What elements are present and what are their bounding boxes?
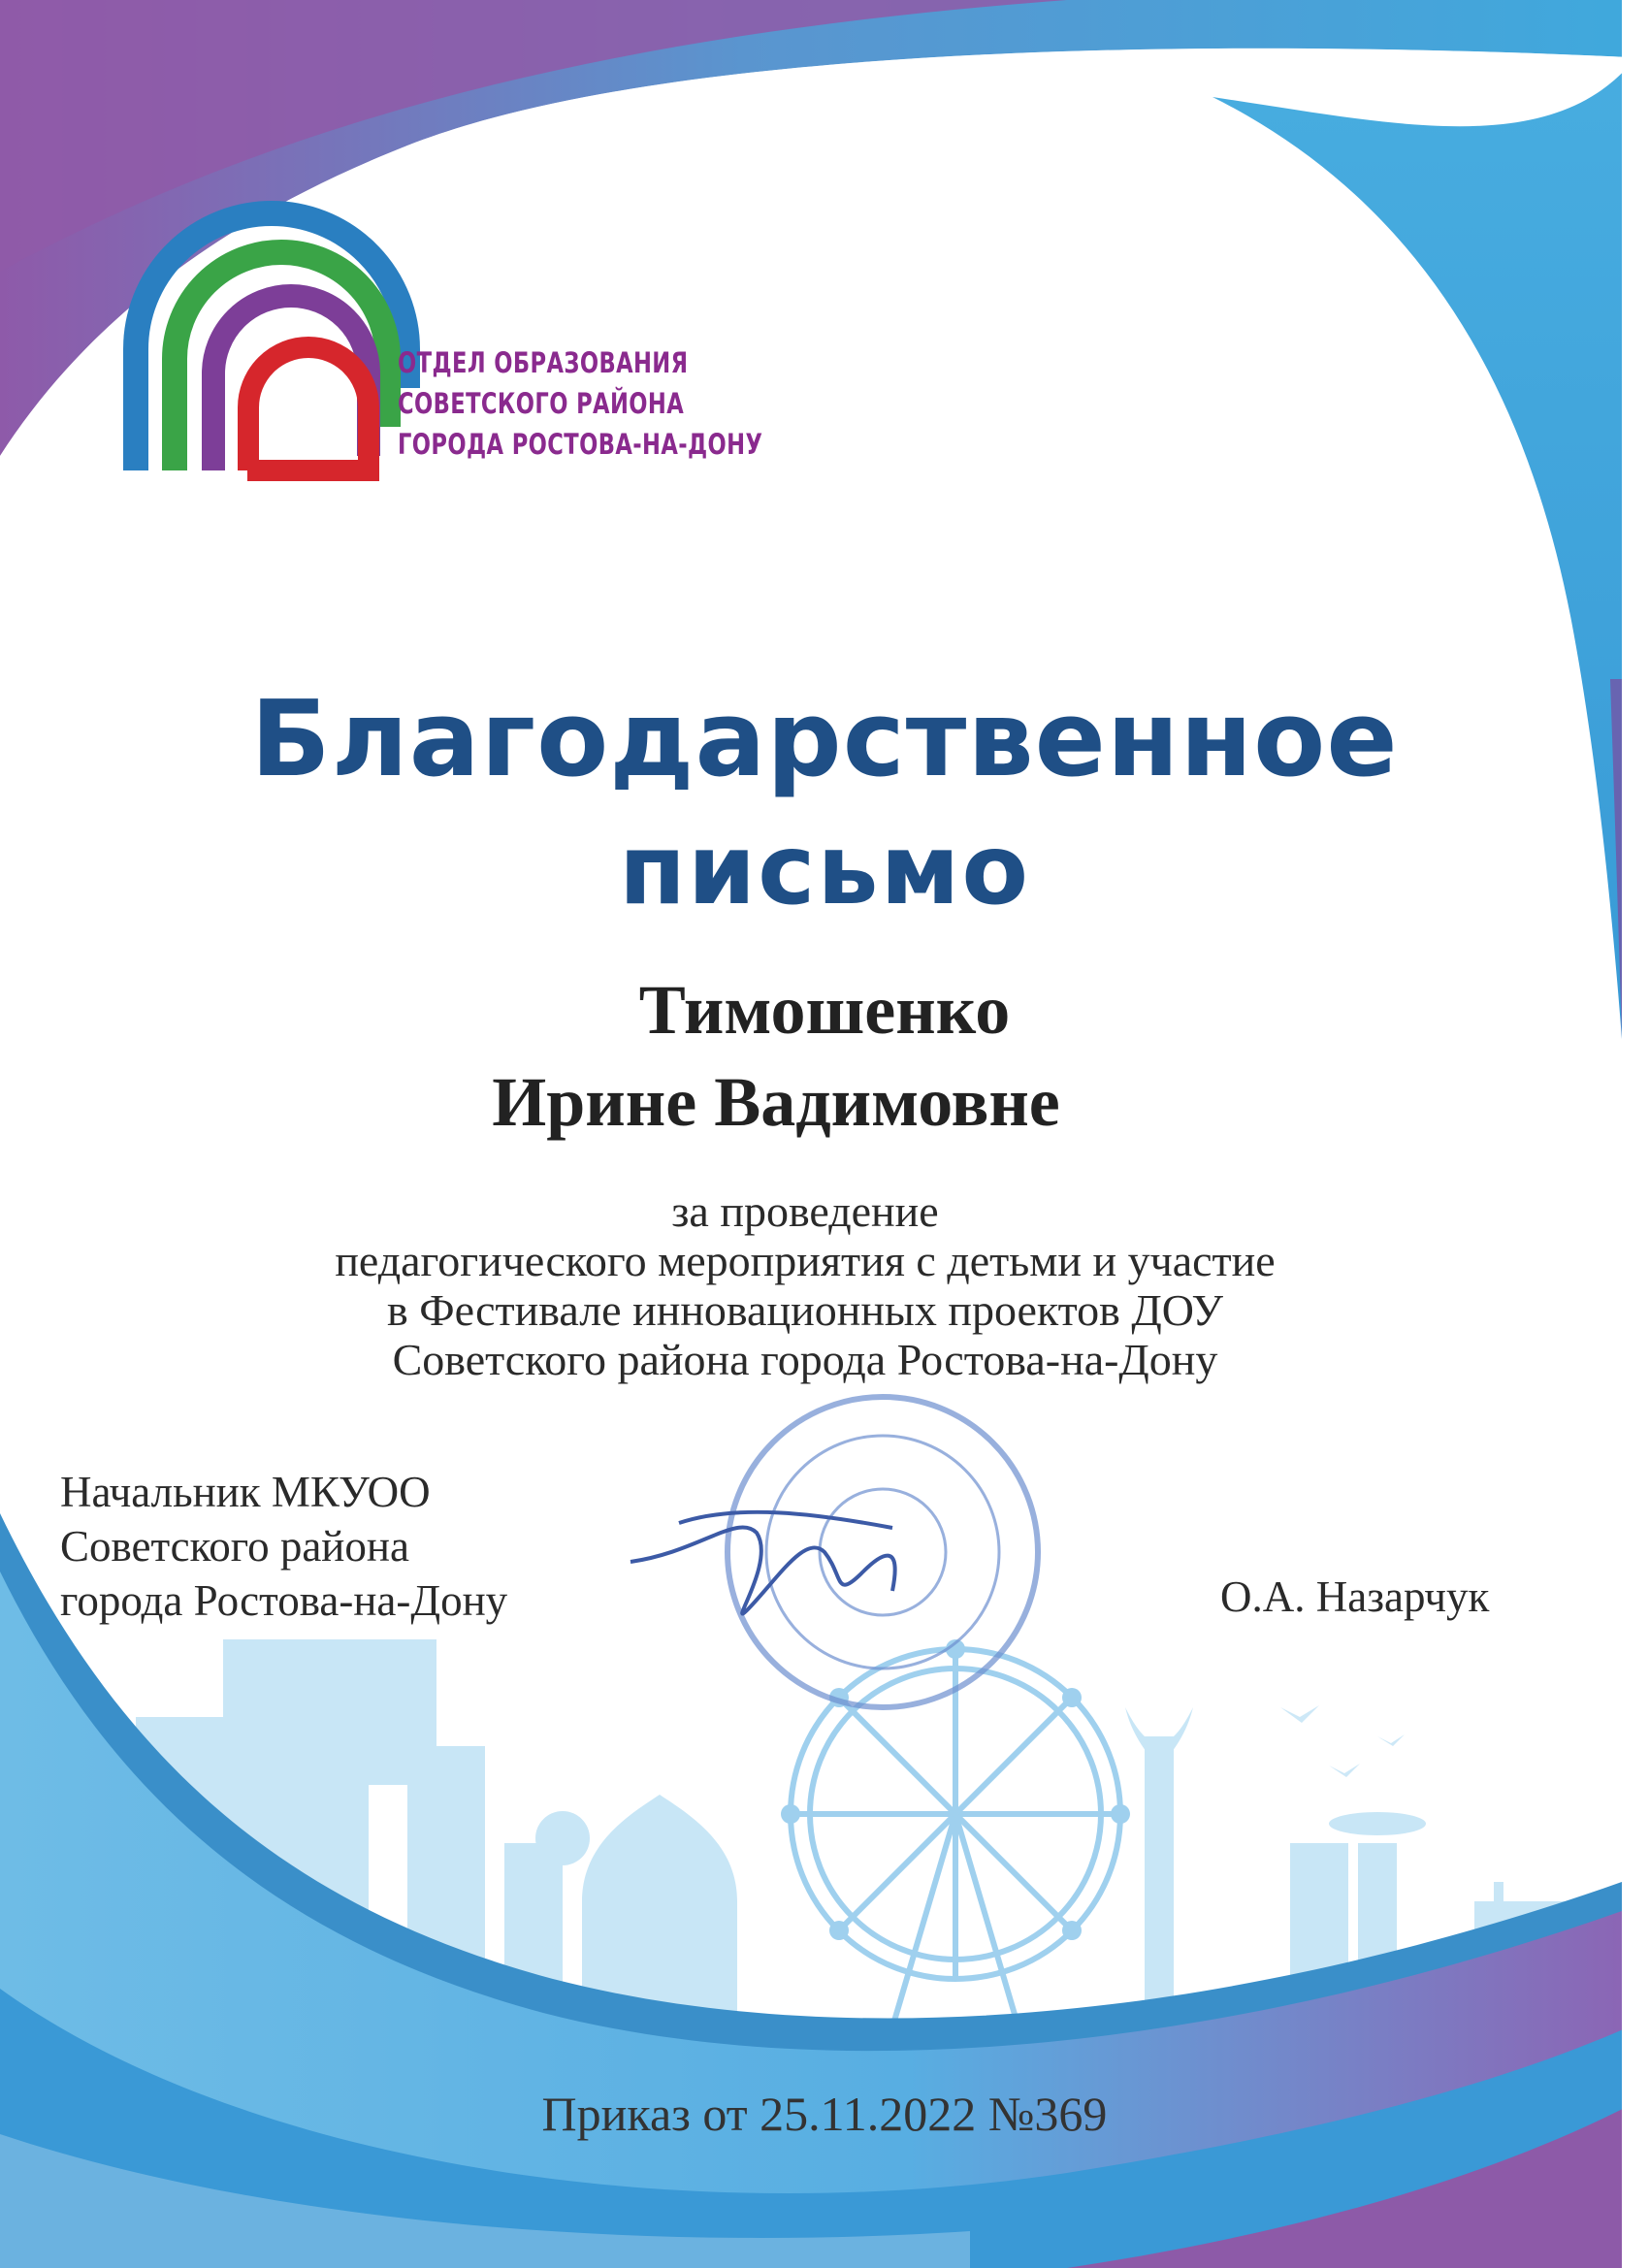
document-title-line2: письмо (618, 813, 1031, 926)
recipient-surname: Тимошенко (638, 971, 1011, 1049)
logo-line: ГОРОДА РОСТОВА-НА-ДОНУ (398, 428, 763, 461)
handwritten-signature (630, 1512, 895, 1614)
recipient-given-name: Ирине Вадимовне (492, 1063, 1060, 1141)
position-line: города Ростова-на-Дону (60, 1576, 508, 1625)
signatory-position (60, 1465, 507, 1628)
logo-line: ОТДЕЛ ОБРАЗОВАНИЯ (398, 346, 689, 379)
scan-margin (1622, 0, 1649, 2268)
reason-line: за проведение (671, 1186, 939, 1236)
order-reference: Приказ от 25.11.2022 №369 (541, 2087, 1108, 2141)
document-title: Благодарственное (250, 679, 1399, 800)
signatory-name: О.А. Назарчук (1220, 1572, 1490, 1621)
official-seal (728, 1397, 1038, 1707)
position-line: Советского района (60, 1522, 409, 1571)
reason-line: Советского района города Ростова-на-Дону (392, 1335, 1218, 1384)
reason-line: в Фестивале инновационных проектов ДОУ (387, 1285, 1223, 1335)
logo-text (398, 342, 762, 465)
reason-line: педагогического мероприятия с детьми и участие (335, 1236, 1276, 1285)
position-line: Начальник МКУОО (60, 1468, 431, 1516)
logo-line: СОВЕТСКОГО РАЙОНА (398, 387, 685, 420)
reason-text (0, 1186, 1610, 1384)
department-logo (136, 213, 407, 470)
